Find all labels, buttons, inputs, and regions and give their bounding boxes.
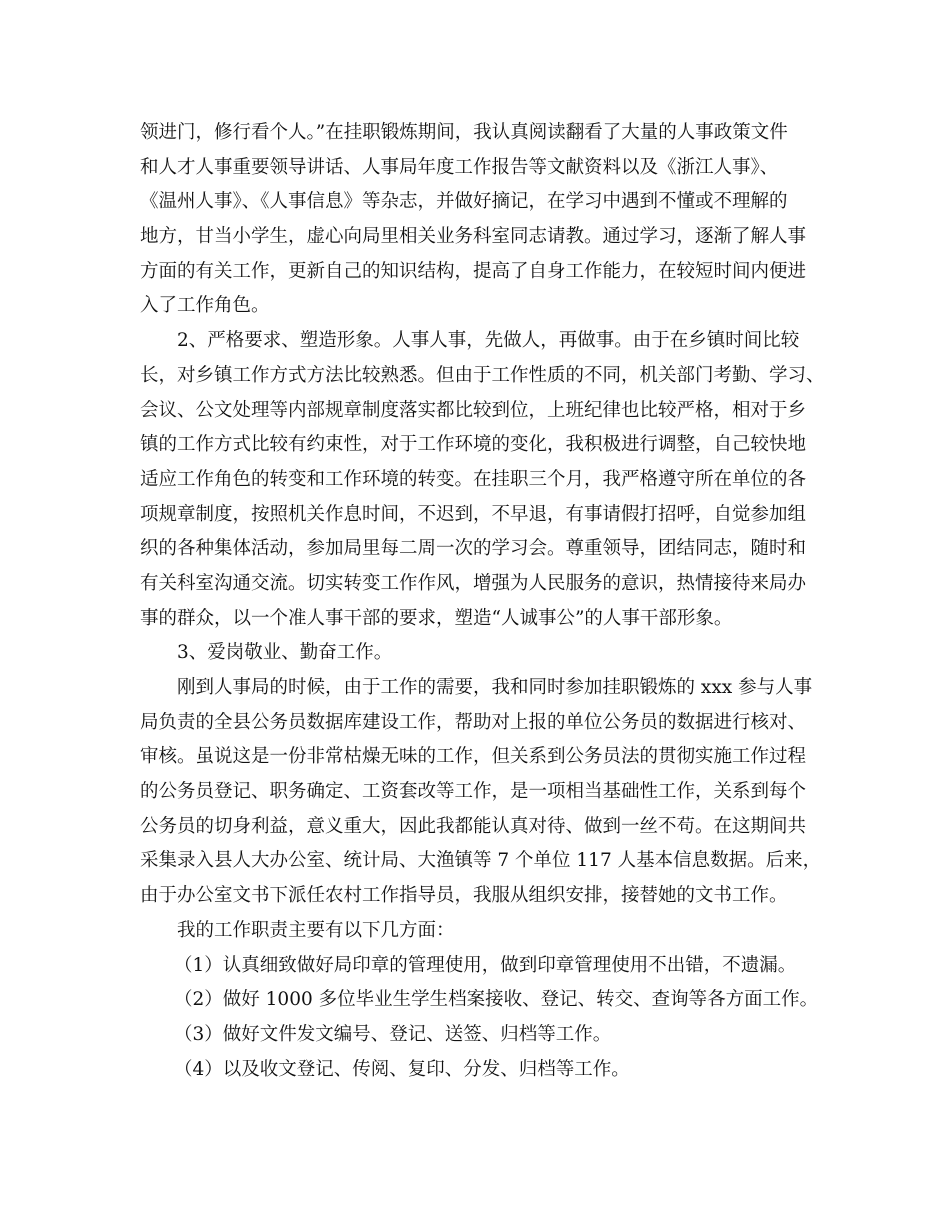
text-line: 的公务员登记、职务确定、工资套改等工作，是一项相当基础性工作，关系到每个 bbox=[140, 781, 807, 803]
text-line: （1）认真细致做好局印章的管理使用，做到印章管理使用不出错，不遗漏。 bbox=[174, 954, 797, 976]
text-line: 刚到人事局的时候，由于工作的需要，我和同时参加挂职锻炼的 xxx 参与人事 bbox=[177, 677, 813, 698]
text-line: 方面的有关工作，更新自己的知识结构，提高了自身工作能力，在较短时间内便进 bbox=[140, 260, 807, 282]
text-line: 地方，甘当小学生，虚心向局里相关业务科室同志请教。通过学习，逐渐了解人事 bbox=[140, 226, 807, 248]
text-line: 领进门，修行看个人。”在挂职锻炼期间，我认真阅读翻看了大量的人事政策文件 bbox=[140, 122, 788, 143]
text-line: 公务员的切身利益，意义重大，因此我都能认真对待、做到一丝不苟。在这期间共 bbox=[140, 815, 807, 837]
text-line: 审核。虽说这是一份非常枯燥无味的工作，但关系到公务员法的贯彻实施工作过程 bbox=[140, 746, 807, 768]
text-line: 事的群众，以一个准人事干部的要求，塑造“人诚事公”的人事干部形象。 bbox=[140, 607, 733, 629]
text-line: 《温州人事》、《人事信息》等杂志，并做好摘记，在学习中遇到不懂或不理解的 bbox=[140, 191, 788, 213]
text-line: 局负责的全县公务员数据库建设工作，帮助对上报的单位公务员的数据进行核对、 bbox=[140, 711, 807, 733]
text-line: 入了工作角色。 bbox=[140, 295, 270, 317]
document-body bbox=[140, 116, 825, 1087]
text-line: 会议、公文处理等内部规章制度落实都比较到位，上班纪律也比较严格，相对于乡 bbox=[140, 399, 807, 421]
text-line: 镇的工作方式比较有约束性，对于工作环境的变化，我积极进行调整，自己较快地 bbox=[140, 434, 807, 456]
text-line: 项规章制度，按照机关作息时间，不迟到，不早退，有事请假打招呼，自觉参加组 bbox=[140, 503, 807, 525]
text-line: 织的各种集体活动，参加局里每二周一次的学习会。尊重领导，团结同志，随时和 bbox=[140, 538, 807, 560]
text-line: 由于办公室文书下派任农村工作指导员，我服从组织安排，接替她的文书工作。 bbox=[140, 885, 788, 907]
text-line: 采集录入县人大办公室、统计局、大渔镇等 7 个单位 117 人基本信息数据。后来， bbox=[140, 850, 822, 872]
text-line: 2、严格要求、塑造形象。人事人事，先做人，再做事。由于在乡镇时间比较 bbox=[177, 330, 800, 352]
text-line: （4）以及收文登记、传阅、复印、分发、归档等工作。 bbox=[174, 1058, 630, 1080]
text-line: 和人才人事重要领导讲话、人事局年度工作报告等文献资料以及《浙江人事》、 bbox=[140, 156, 779, 178]
text-line: （2）做好 1000 多位毕业生学生档案接收、登记、转交、查询等各方面工作。 bbox=[174, 989, 819, 1011]
text-line: 有关科室沟通交流。切实转变工作作风，增强为人民服务的意识，热情接待来局办 bbox=[140, 572, 807, 594]
text-line: 我的工作职责主要有以下几方面： bbox=[177, 919, 455, 941]
text-line: 3、爱岗敬业、勤奋工作。 bbox=[177, 642, 393, 664]
text-line: 长，对乡镇工作方式方法比较熟悉。但由于工作性质的不同，机关部门考勤、学习、 bbox=[140, 364, 825, 386]
text-line: 适应工作角色的转变和工作环境的转变。在挂职三个月，我严格遵守所在单位的各 bbox=[140, 468, 807, 490]
text-line: （3）做好文件发文编号、登记、送签、归档等工作。 bbox=[174, 1023, 612, 1045]
